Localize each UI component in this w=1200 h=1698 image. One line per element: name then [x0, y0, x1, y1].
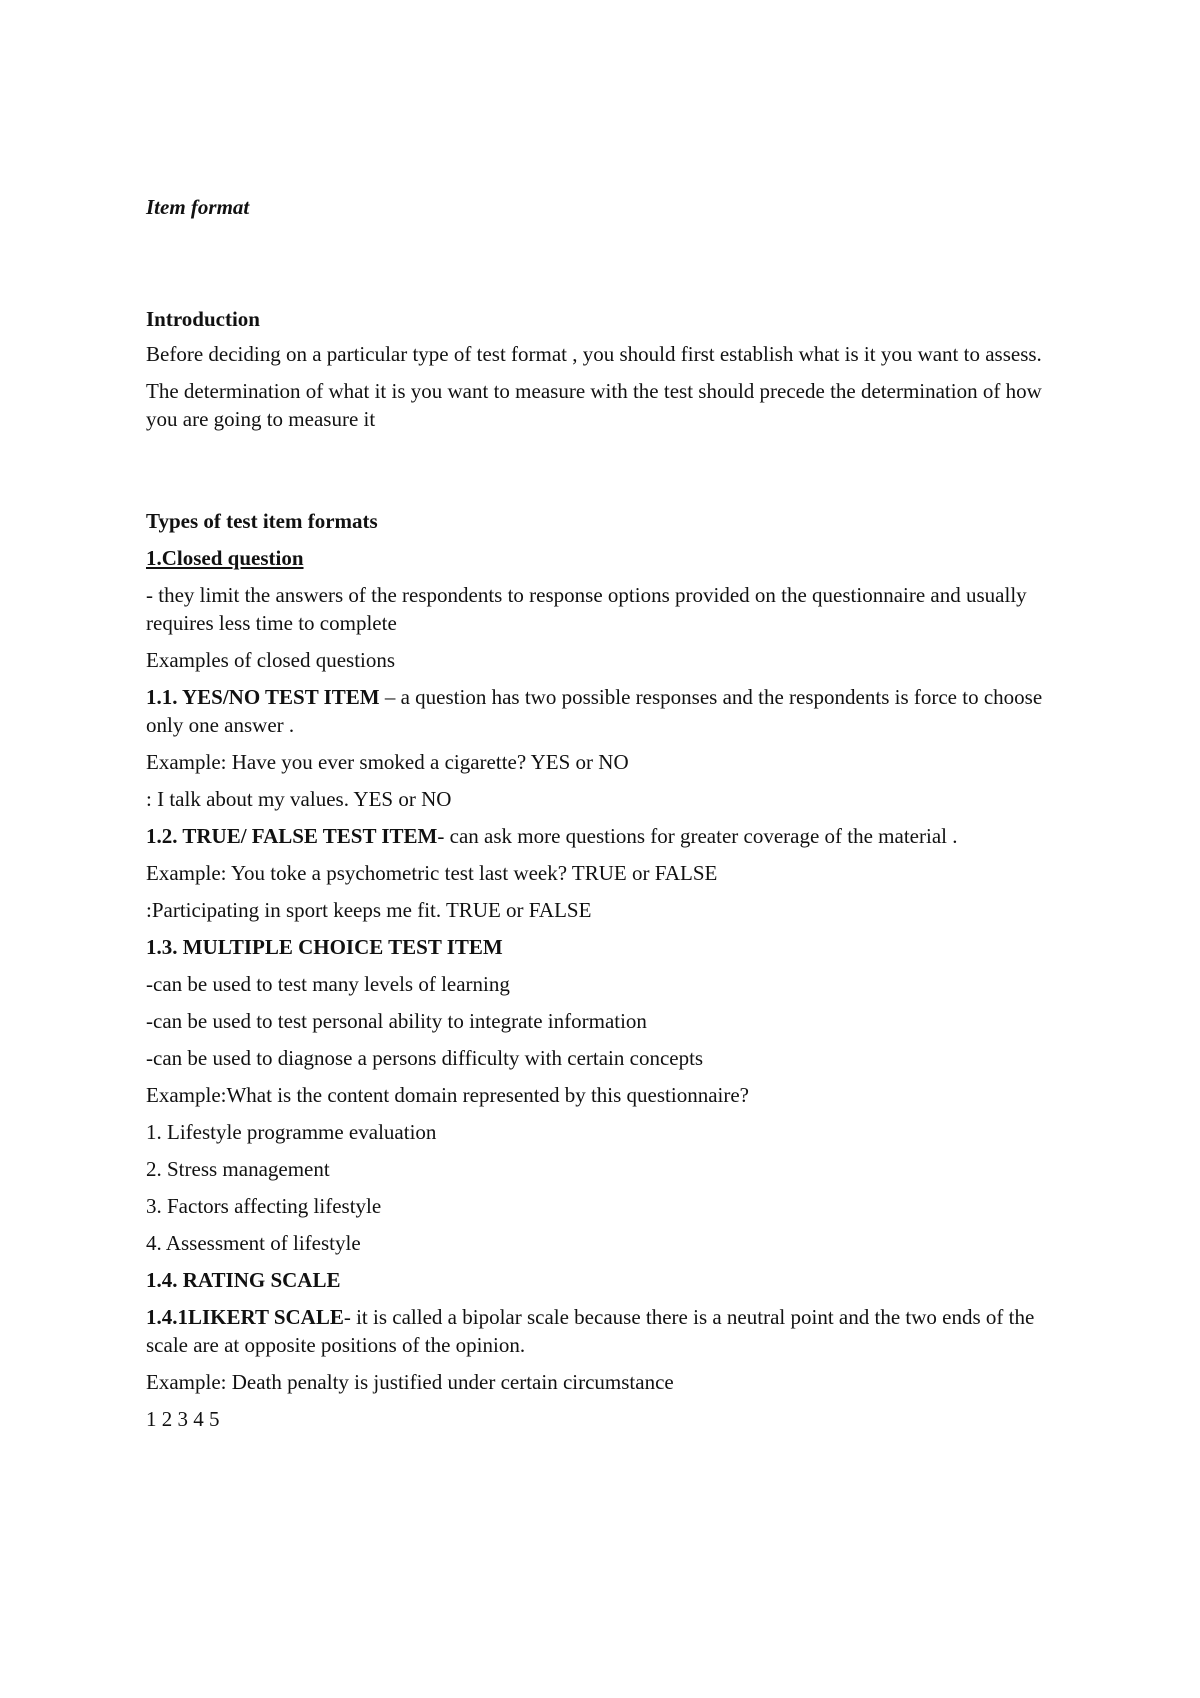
multiple-choice-example: Example:What is the content domain represented by this questionnaire?: [146, 1083, 749, 1107]
true-false-example-2: :Participating in sport keeps me fit. TRUE or FALSE: [146, 898, 592, 922]
yes-no-example-2: : I talk about my values. YES or NO: [146, 787, 452, 811]
intro-paragraph-1: Before deciding on a particular type of test format , you should first establish what is it you want to assess.: [146, 342, 1042, 366]
multiple-choice-heading: 1.3. MULTIPLE CHOICE TEST ITEM: [146, 935, 503, 959]
multiple-choice-point: -can be used to test many levels of learning: [146, 972, 510, 996]
introduction-heading: Introduction: [146, 307, 260, 331]
multiple-choice-option: 2. Stress management: [146, 1157, 330, 1181]
true-false-label: 1.2. TRUE/ FALSE TEST ITEM: [146, 824, 438, 848]
yes-no-label: 1.1. YES/NO TEST ITEM: [146, 685, 380, 709]
multiple-choice-option: 3. Factors affecting lifestyle: [146, 1194, 382, 1218]
likert-example: Example: Death penalty is justified under certain circumstance: [146, 1370, 674, 1394]
multiple-choice-point: -can be used to diagnose a persons difficulty with certain concepts: [146, 1046, 704, 1070]
true-false-description: - can ask more questions for greater coverage of the material .: [437, 824, 958, 848]
yes-no-description: – a question has two possible responses and the respondents is force to choose only one answer .: [146, 685, 1043, 737]
multiple-choice-option: 4. Assessment of lifestyle: [146, 1231, 361, 1255]
examples-intro: Examples of closed questions: [146, 648, 396, 672]
document-title: Item format: [146, 195, 250, 219]
document-body: [146, 193, 1066, 1433]
likert-scale-values: 1 2 3 4 5: [146, 1407, 220, 1431]
likert-scale-description: - it is called a bipolar scale because there is a neutral point and the two ends of the scale are at opposite positions of the opinion.: [146, 1305, 1035, 1357]
likert-scale-label: 1.4.1LIKERT SCALE: [146, 1305, 344, 1329]
types-heading: Types of test item formats: [146, 509, 378, 533]
multiple-choice-option: 1. Lifestyle programme evaluation: [146, 1120, 437, 1144]
multiple-choice-point: -can be used to test personal ability to integrate information: [146, 1009, 647, 1033]
closed-question-heading: 1.Closed question: [146, 546, 304, 570]
likert-scale-item: [146, 1303, 1066, 1359]
true-false-item: [146, 822, 1066, 850]
yes-no-item: [146, 683, 1066, 739]
closed-question-description: - they limit the answers of the respondents to response options provided on the questionnaire and usually requires less time to complete: [146, 583, 1027, 635]
rating-scale-heading: 1.4. RATING SCALE: [146, 1268, 341, 1292]
yes-no-example-1: Example: Have you ever smoked a cigarette? YES or NO: [146, 750, 629, 774]
true-false-example-1: Example: You toke a psychometric test last week? TRUE or FALSE: [146, 861, 718, 885]
intro-paragraph-2: The determination of what it is you want to measure with the test should precede the determination of how you are going to measure it: [146, 379, 1042, 431]
